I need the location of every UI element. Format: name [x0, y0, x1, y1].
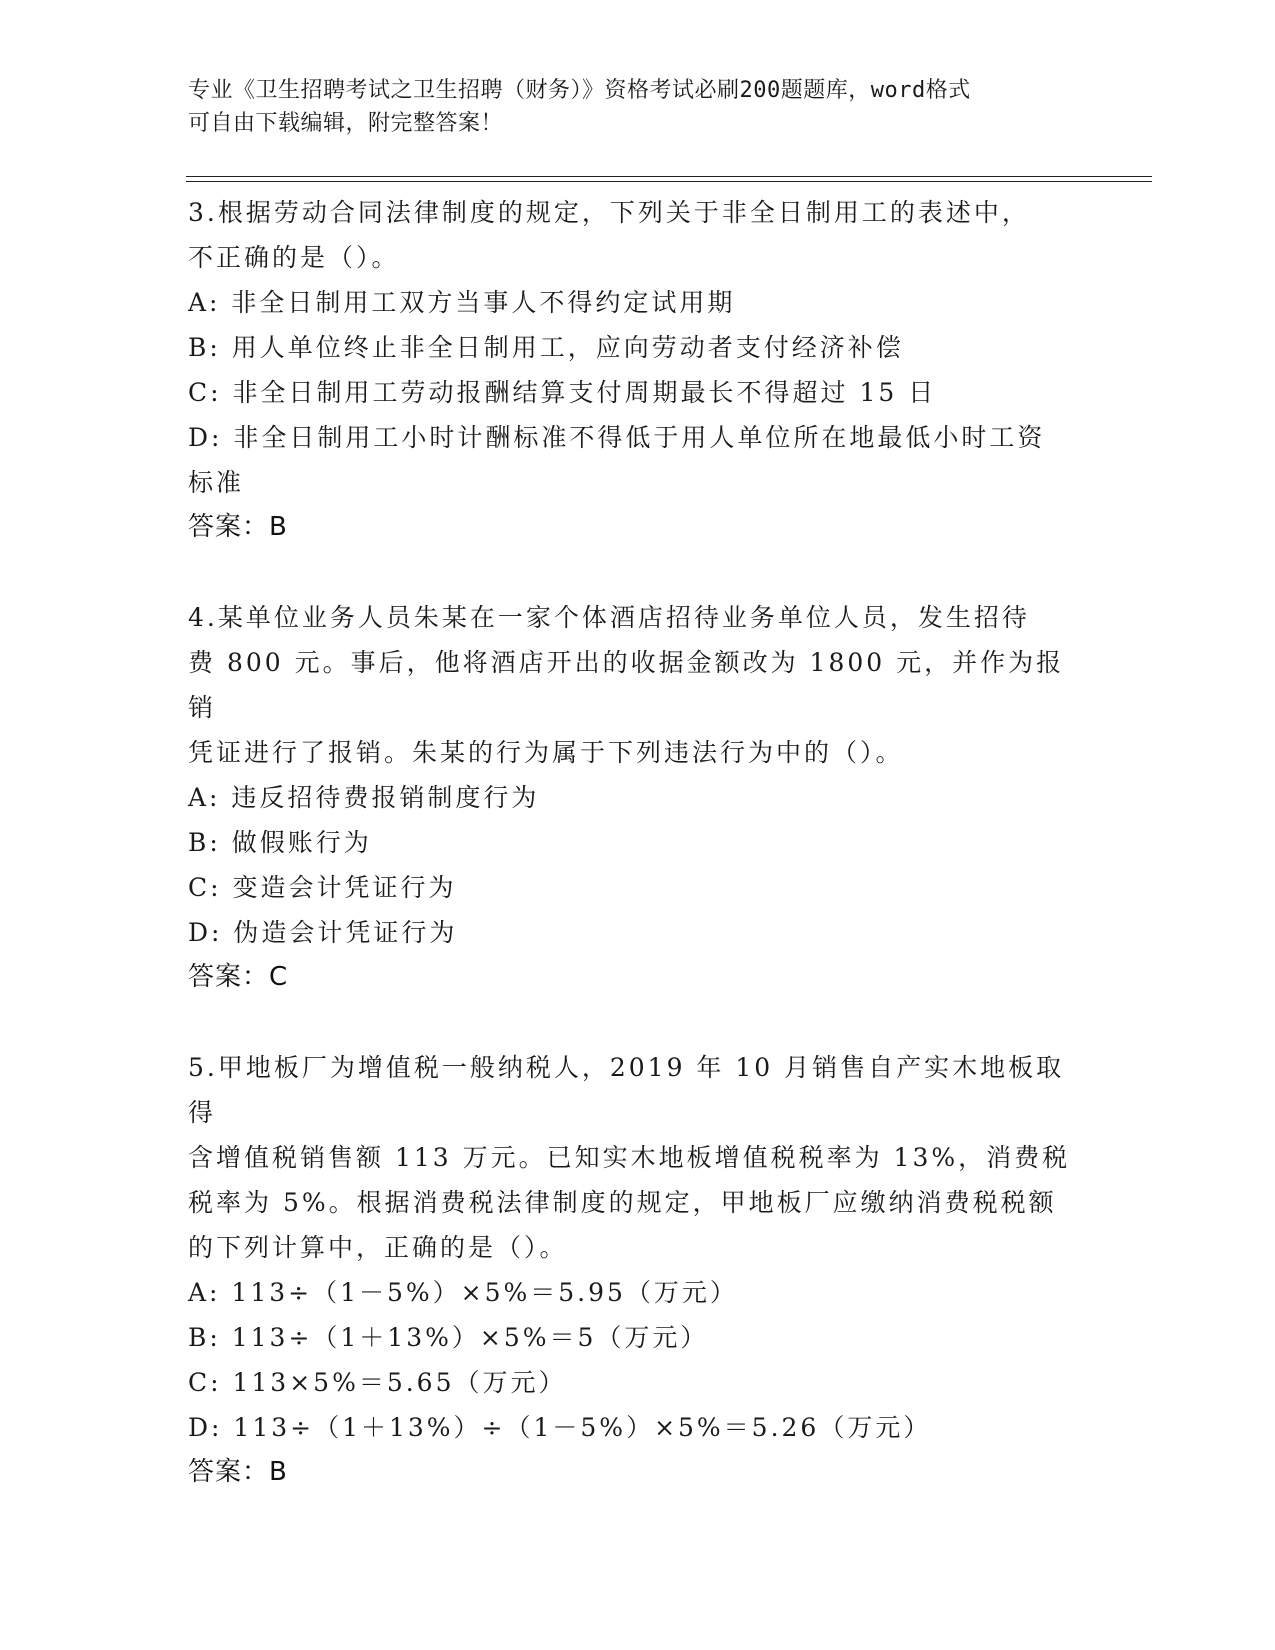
option-b: B: 113÷（1＋13%）×5%＝5（万元）	[188, 1323, 709, 1352]
option-d: D: 伪造会计凭证行为	[188, 918, 458, 947]
question-stem-line: 费 800 元。事后，他将酒店开出的收据金额改为 1800 元，并作为报销	[188, 648, 1065, 722]
question-stem-line: 不正确的是（）。	[188, 243, 400, 272]
option-b: B: 做假账行为	[188, 828, 372, 857]
option-b: B: 用人单位终止非全日制用工，应向劳动者支付经济补偿	[188, 333, 904, 362]
option-a: A: 113÷（1－5%）×5%＝5.95（万元）	[188, 1278, 738, 1307]
question-gap	[188, 550, 1088, 595]
header-divider-bottom	[186, 181, 1152, 182]
option-d-continued: 标准	[188, 468, 245, 497]
question-stem-line: 4.某单位业务人员朱某在一家个体酒店招待业务单位人员，发生招待	[188, 603, 1030, 632]
option-d: D: 113÷（1＋13%）÷（1－5%）×5%＝5.26（万元）	[188, 1413, 932, 1442]
answer: 答案：B	[188, 512, 288, 542]
header-divider-top	[186, 176, 1152, 177]
answer: 答案：C	[188, 962, 289, 992]
option-c: C: 非全日制用工劳动报酬结算支付周期最长不得超过 15 日	[188, 378, 937, 407]
option-a: A: 非全日制用工双方当事人不得约定试用期	[188, 288, 736, 317]
option-c: C: 变造会计凭证行为	[188, 873, 457, 902]
question-3	[188, 190, 1088, 550]
question-5	[188, 1045, 1088, 1495]
question-gap	[188, 1000, 1088, 1045]
option-c: C: 113×5%＝5.65（万元）	[188, 1368, 567, 1397]
question-stem-line: 的下列计算中，正确的是（）。	[188, 1233, 568, 1262]
option-a: A: 违反招待费报销制度行为	[188, 783, 540, 812]
question-stem-line: 3.根据劳动合同法律制度的规定，下列关于非全日制用工的表述中，	[188, 198, 1030, 227]
question-stem-line: 5.甲地板厂为增值税一般纳税人，2019 年 10 月销售自产实木地板取得	[188, 1053, 1065, 1127]
question-stem-line: 税率为 5%。根据消费税法律制度的规定，甲地板厂应缴纳消费税税额	[188, 1188, 1057, 1217]
header-line-1: 专业《卫生招聘考试之卫生招聘（财务）》资格考试必刷200题题库，word格式	[188, 78, 971, 103]
question-list	[188, 190, 1088, 1495]
header-line-2: 可自由下载编辑，附完整答案！	[188, 111, 504, 136]
answer: 答案：B	[188, 1457, 288, 1487]
document-header	[188, 74, 1088, 140]
question-stem-line: 凭证进行了报销。朱某的行为属于下列违法行为中的（）。	[188, 738, 904, 767]
question-4	[188, 595, 1088, 1000]
option-d: D: 非全日制用工小时计酬标准不得低于用人单位所在地最低小时工资	[188, 423, 1046, 452]
question-stem-line: 含增值税销售额 113 万元。已知实木地板增值税税率为 13%，消费税	[188, 1143, 1071, 1172]
